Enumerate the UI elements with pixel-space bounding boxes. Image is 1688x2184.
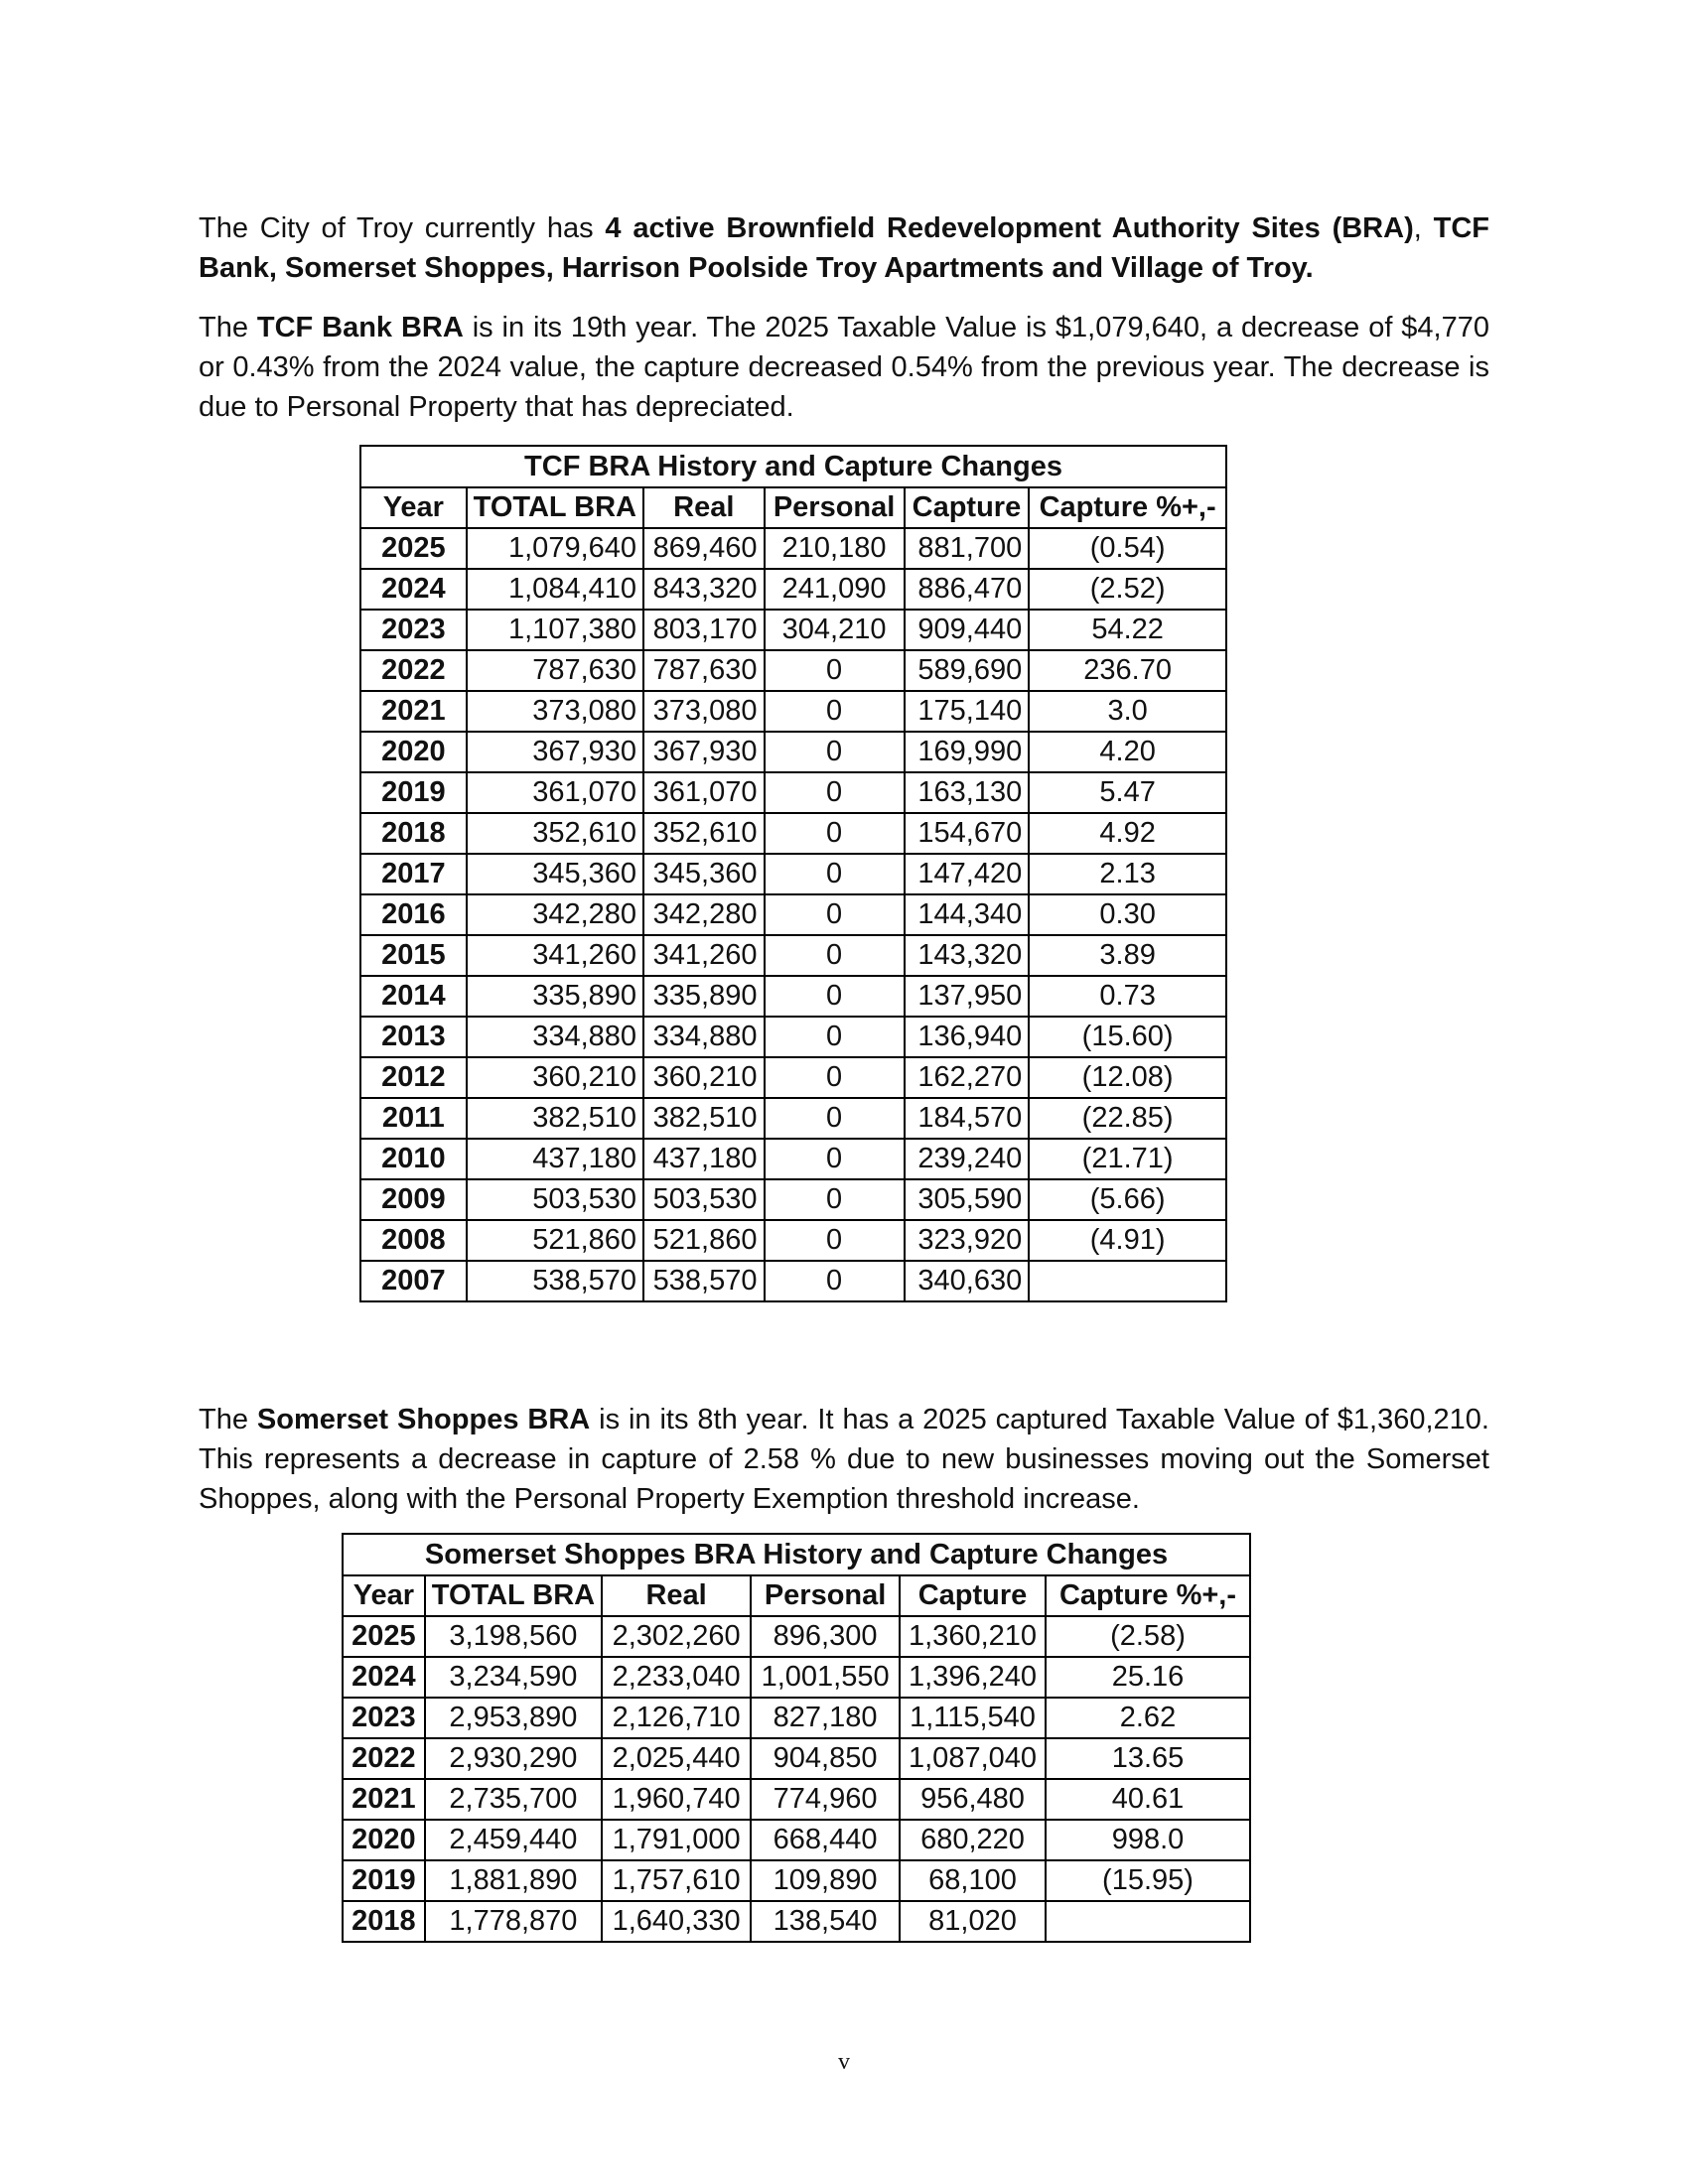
tcf-paragraph [199, 308, 1489, 427]
intro-bold-sites: 4 active Brownfield Redevelopment Authority Sites (BRA) [605, 212, 1414, 244]
tcf-table-cell: 2023 [360, 610, 467, 650]
tcf-table-cell: 886,470 [905, 569, 1030, 610]
tcf-table-cell: 360,210 [467, 1057, 643, 1098]
somerset-table-cell: 904,850 [751, 1738, 900, 1779]
somerset-table-cell: 2,126,710 [602, 1698, 751, 1738]
tcf-table-cell: 305,590 [905, 1179, 1030, 1220]
tcf-table-row [360, 1017, 1226, 1057]
somerset-table-cell: 2020 [343, 1820, 425, 1860]
tcf-table-cell: (12.08) [1029, 1057, 1226, 1098]
tcf-history-table [359, 445, 1227, 1302]
tcf-table-cell: 2007 [360, 1261, 467, 1301]
tcf-table-cell: 175,140 [905, 691, 1030, 732]
somerset-table-cell: 1,640,330 [602, 1901, 751, 1942]
tcf-table-row [360, 610, 1226, 650]
tcf-table-cell: 136,940 [905, 1017, 1030, 1057]
tcf-table-cell: 0 [765, 732, 905, 772]
tcf-table-cell: 334,880 [467, 1017, 643, 1057]
tcf-header-cell: Capture [905, 487, 1030, 528]
tcf-table-row [360, 528, 1226, 569]
tcf-table-cell: 0.73 [1029, 976, 1226, 1017]
tcf-table-row [360, 976, 1226, 1017]
tcf-table-cell: 163,130 [905, 772, 1030, 813]
tcf-para-body: is in its 19th year. The 2025 Taxable Value is $1,079,640, a decrease of $4,770 or 0.43% from the 2024 value, the capture decreased 0.54% from the previous year. The decrease is due to Personal Property that has depreciated. [199, 312, 1489, 423]
tcf-table-cell: 352,610 [643, 813, 764, 854]
somerset-table-cell: 680,220 [900, 1820, 1046, 1860]
page-number: v [838, 2049, 850, 2075]
somerset-table-cell: 2,025,440 [602, 1738, 751, 1779]
tcf-table-row [360, 1261, 1226, 1301]
tcf-table-cell: 0 [765, 1098, 905, 1139]
tcf-table-cell: 345,360 [643, 854, 764, 894]
somerset-table-cell: 3,234,590 [425, 1657, 602, 1698]
somerset-table-row [343, 1860, 1250, 1901]
somerset-table-cell: 1,778,870 [425, 1901, 602, 1942]
tcf-table-cell: 323,920 [905, 1220, 1030, 1261]
tcf-table-body [360, 528, 1226, 1301]
somerset-table-cell: 774,960 [751, 1779, 900, 1820]
somerset-table-cell: 1,791,000 [602, 1820, 751, 1860]
tcf-table-cell [1029, 1261, 1226, 1301]
somerset-table-cell: (2.58) [1046, 1616, 1250, 1657]
tcf-table-cell: 2020 [360, 732, 467, 772]
intro-text: The City of Troy currently has [199, 212, 606, 244]
tcf-table-cell: 143,320 [905, 935, 1030, 976]
somerset-history-table [342, 1533, 1251, 1943]
tcf-table-row [360, 732, 1226, 772]
tcf-header-cell: Real [643, 487, 764, 528]
tcf-table-row [360, 1179, 1226, 1220]
tcf-table-cell: 1,079,640 [467, 528, 643, 569]
tcf-table-cell: 361,070 [643, 772, 764, 813]
tcf-table-cell: 304,210 [765, 610, 905, 650]
tcf-table-cell: 521,860 [643, 1220, 764, 1261]
tcf-table-cell: 144,340 [905, 894, 1030, 935]
somerset-table-cell: 2024 [343, 1657, 425, 1698]
tcf-table-cell: 0 [765, 691, 905, 732]
somerset-table-cell: 68,100 [900, 1860, 1046, 1901]
tcf-table-cell: 334,880 [643, 1017, 764, 1057]
somerset-table-row [343, 1820, 1250, 1860]
somerset-table-cell: 25.16 [1046, 1657, 1250, 1698]
tcf-table-cell: 2018 [360, 813, 467, 854]
somerset-table-row [343, 1657, 1250, 1698]
tcf-table-cell: 342,280 [467, 894, 643, 935]
tcf-table-row [360, 569, 1226, 610]
tcf-table-cell: 0 [765, 772, 905, 813]
tcf-table-row [360, 813, 1226, 854]
tcf-table-cell: 437,180 [467, 1139, 643, 1179]
tcf-table-cell: 373,080 [467, 691, 643, 732]
somerset-table-cell: 2,735,700 [425, 1779, 602, 1820]
somerset-header-row [343, 1575, 1250, 1616]
tcf-header-cell: Year [360, 487, 467, 528]
tcf-table-cell: 2015 [360, 935, 467, 976]
somerset-table-cell: 2,233,040 [602, 1657, 751, 1698]
tcf-table-cell: 241,090 [765, 569, 905, 610]
tcf-table-cell: 340,630 [905, 1261, 1030, 1301]
tcf-table-cell: 210,180 [765, 528, 905, 569]
somerset-table-cell: 2019 [343, 1860, 425, 1901]
intro-bold-names: TCF Bank, Somerset Shoppes, Harrison Poolside Troy Apartments and Village of Troy. [199, 212, 1489, 284]
tcf-table-cell: 0 [765, 976, 905, 1017]
tcf-table-row [360, 894, 1226, 935]
tcf-table-cell: 54.22 [1029, 610, 1226, 650]
tcf-table-title: TCF BRA History and Capture Changes [359, 445, 1227, 486]
tcf-table-cell: 2008 [360, 1220, 467, 1261]
somerset-table-cell: 2,953,890 [425, 1698, 602, 1738]
tcf-table-cell: 2019 [360, 772, 467, 813]
somerset-table-cell [1046, 1901, 1250, 1942]
somerset-table-cell: 2,302,260 [602, 1616, 751, 1657]
tcf-table-cell: 909,440 [905, 610, 1030, 650]
tcf-table-cell: 437,180 [643, 1139, 764, 1179]
somerset-table-cell: (15.95) [1046, 1860, 1250, 1901]
tcf-table-cell: 2010 [360, 1139, 467, 1179]
tcf-table-cell: 382,510 [643, 1098, 764, 1139]
somerset-table-cell: 2023 [343, 1698, 425, 1738]
tcf-header-row [360, 487, 1226, 528]
tcf-para-text: The [199, 312, 257, 343]
tcf-table-cell: 2.13 [1029, 854, 1226, 894]
tcf-header-cell: TOTAL BRA [467, 487, 643, 528]
tcf-table-row [360, 854, 1226, 894]
tcf-table-row [360, 772, 1226, 813]
somerset-header-cell: Capture %+,- [1046, 1575, 1250, 1616]
tcf-table-row [360, 1098, 1226, 1139]
tcf-table-cell: 1,107,380 [467, 610, 643, 650]
tcf-table-cell: 0 [765, 650, 905, 691]
somerset-table-cell: 668,440 [751, 1820, 900, 1860]
tcf-table-cell: 335,890 [643, 976, 764, 1017]
somerset-table-cell: 138,540 [751, 1901, 900, 1942]
tcf-table-cell: 2011 [360, 1098, 467, 1139]
tcf-table-cell: 0.30 [1029, 894, 1226, 935]
tcf-table-cell: 342,280 [643, 894, 764, 935]
somerset-table-cell: 1,881,890 [425, 1860, 602, 1901]
tcf-table-cell: 2014 [360, 976, 467, 1017]
tcf-table-cell: 0 [765, 894, 905, 935]
tcf-table-cell: 503,530 [467, 1179, 643, 1220]
somerset-table-cell: 956,480 [900, 1779, 1046, 1820]
somerset-table-cell: 1,396,240 [900, 1657, 1046, 1698]
intro-paragraph [199, 208, 1489, 288]
tcf-table-cell: 0 [765, 1139, 905, 1179]
tcf-table-cell: (2.52) [1029, 569, 1226, 610]
somerset-table-cell: 2,459,440 [425, 1820, 602, 1860]
tcf-table-cell: 137,950 [905, 976, 1030, 1017]
somerset-table-cell: 2021 [343, 1779, 425, 1820]
somerset-table-cell: 3,198,560 [425, 1616, 602, 1657]
somerset-table-cell: 1,360,210 [900, 1616, 1046, 1657]
tcf-table-cell: 360,210 [643, 1057, 764, 1098]
somerset-table-row [343, 1901, 1250, 1942]
tcf-table-cell: 4.20 [1029, 732, 1226, 772]
tcf-table-cell: 0 [765, 813, 905, 854]
somerset-table-cell: 896,300 [751, 1616, 900, 1657]
tcf-table-cell: 881,700 [905, 528, 1030, 569]
tcf-table-cell: 3.0 [1029, 691, 1226, 732]
tcf-para-bold: TCF Bank BRA [256, 312, 464, 343]
tcf-table-cell: 0 [765, 1261, 905, 1301]
tcf-table-cell: 367,930 [643, 732, 764, 772]
tcf-table-cell: 236.70 [1029, 650, 1226, 691]
tcf-table-cell: 2009 [360, 1179, 467, 1220]
tcf-table-cell: 503,530 [643, 1179, 764, 1220]
somerset-table-cell: 40.61 [1046, 1779, 1250, 1820]
somerset-paragraph [199, 1400, 1489, 1519]
tcf-table-cell: 2021 [360, 691, 467, 732]
tcf-table-cell: (0.54) [1029, 528, 1226, 569]
tcf-table-cell: 345,360 [467, 854, 643, 894]
tcf-table-cell: 787,630 [643, 650, 764, 691]
tcf-table-cell: 4.92 [1029, 813, 1226, 854]
tcf-table-cell: 373,080 [643, 691, 764, 732]
somerset-table-cell: 2025 [343, 1616, 425, 1657]
tcf-table-cell: 0 [765, 1220, 905, 1261]
tcf-table-cell: 2017 [360, 854, 467, 894]
tcf-table-cell: 361,070 [467, 772, 643, 813]
tcf-table-cell: 1,084,410 [467, 569, 643, 610]
tcf-table-cell: (21.71) [1029, 1139, 1226, 1179]
somerset-table-cell: 1,115,540 [900, 1698, 1046, 1738]
somerset-table-cell: 827,180 [751, 1698, 900, 1738]
tcf-table-cell: (4.91) [1029, 1220, 1226, 1261]
somerset-table-row [343, 1616, 1250, 1657]
somerset-table-cell: 998.0 [1046, 1820, 1250, 1860]
tcf-table-cell: 335,890 [467, 976, 643, 1017]
somerset-table-cell: 13.65 [1046, 1738, 1250, 1779]
tcf-table-cell: 2012 [360, 1057, 467, 1098]
tcf-table-cell: 843,320 [643, 569, 764, 610]
tcf-table-cell: 521,860 [467, 1220, 643, 1261]
somerset-header-cell: Personal [751, 1575, 900, 1616]
tcf-table-cell: 2025 [360, 528, 467, 569]
somerset-table-cell: 2,930,290 [425, 1738, 602, 1779]
somerset-para-body: is in its 8th year. It has a 2025 captured Taxable Value of $1,360,210. This represents a decrease in capture of 2.58 % due to new businesses moving out the Somerset Shoppes, along with the Personal Property Exemption threshold increase. [199, 1404, 1489, 1515]
tcf-table-cell: 5.47 [1029, 772, 1226, 813]
tcf-table-cell: 2013 [360, 1017, 467, 1057]
somerset-header-cell: Year [343, 1575, 425, 1616]
tcf-table-row [360, 1057, 1226, 1098]
tcf-table-row [360, 1220, 1226, 1261]
tcf-table-cell: 0 [765, 854, 905, 894]
somerset-table-cell: 1,001,550 [751, 1657, 900, 1698]
tcf-table-cell: 169,990 [905, 732, 1030, 772]
somerset-header-cell: Capture [900, 1575, 1046, 1616]
somerset-table-row [343, 1779, 1250, 1820]
tcf-table-cell: 184,570 [905, 1098, 1030, 1139]
tcf-table-cell: 367,930 [467, 732, 643, 772]
somerset-table-row [343, 1738, 1250, 1779]
tcf-table-cell: 2016 [360, 894, 467, 935]
somerset-table-cell: 2022 [343, 1738, 425, 1779]
somerset-table-cell: 2018 [343, 1901, 425, 1942]
tcf-table-row [360, 935, 1226, 976]
somerset-table-cell: 1,757,610 [602, 1860, 751, 1901]
tcf-table-cell: 162,270 [905, 1057, 1030, 1098]
tcf-table-cell: (5.66) [1029, 1179, 1226, 1220]
somerset-table-row [343, 1698, 1250, 1738]
tcf-table-cell: 3.89 [1029, 935, 1226, 976]
tcf-table-cell: 538,570 [467, 1261, 643, 1301]
tcf-table-cell: 538,570 [643, 1261, 764, 1301]
somerset-table-title: Somerset Shoppes BRA History and Capture Changes [342, 1533, 1251, 1574]
somerset-table-cell: 109,890 [751, 1860, 900, 1901]
tcf-table-cell: 382,510 [467, 1098, 643, 1139]
tcf-table-cell: 2022 [360, 650, 467, 691]
tcf-table-cell: 0 [765, 1057, 905, 1098]
tcf-table-cell: 0 [765, 1017, 905, 1057]
tcf-table-cell: 869,460 [643, 528, 764, 569]
somerset-header-cell: TOTAL BRA [425, 1575, 602, 1616]
tcf-table-cell: 0 [765, 935, 905, 976]
tcf-table-cell: (15.60) [1029, 1017, 1226, 1057]
tcf-table-row [360, 650, 1226, 691]
tcf-header-cell: Capture %+,- [1029, 487, 1226, 528]
somerset-table-body [343, 1616, 1250, 1942]
tcf-table-cell: 0 [765, 1179, 905, 1220]
tcf-table-cell: 341,260 [643, 935, 764, 976]
somerset-table-cell: 1,087,040 [900, 1738, 1046, 1779]
somerset-table-cell: 2.62 [1046, 1698, 1250, 1738]
tcf-table-cell: 352,610 [467, 813, 643, 854]
somerset-table-cell: 81,020 [900, 1901, 1046, 1942]
tcf-table-cell: 147,420 [905, 854, 1030, 894]
somerset-table-cell: 1,960,740 [602, 1779, 751, 1820]
tcf-table-cell: 589,690 [905, 650, 1030, 691]
tcf-header-cell: Personal [765, 487, 905, 528]
tcf-table-row [360, 691, 1226, 732]
tcf-table-cell: (22.85) [1029, 1098, 1226, 1139]
tcf-table-cell: 154,670 [905, 813, 1030, 854]
somerset-para-text: The [199, 1404, 257, 1435]
tcf-table-cell: 341,260 [467, 935, 643, 976]
intro-separator: , [1413, 212, 1434, 244]
somerset-para-bold: Somerset Shoppes BRA [256, 1404, 591, 1435]
tcf-table-cell: 2024 [360, 569, 467, 610]
tcf-table-row [360, 1139, 1226, 1179]
somerset-header-cell: Real [602, 1575, 751, 1616]
tcf-table-cell: 803,170 [643, 610, 764, 650]
tcf-table-cell: 787,630 [467, 650, 643, 691]
tcf-table-cell: 239,240 [905, 1139, 1030, 1179]
